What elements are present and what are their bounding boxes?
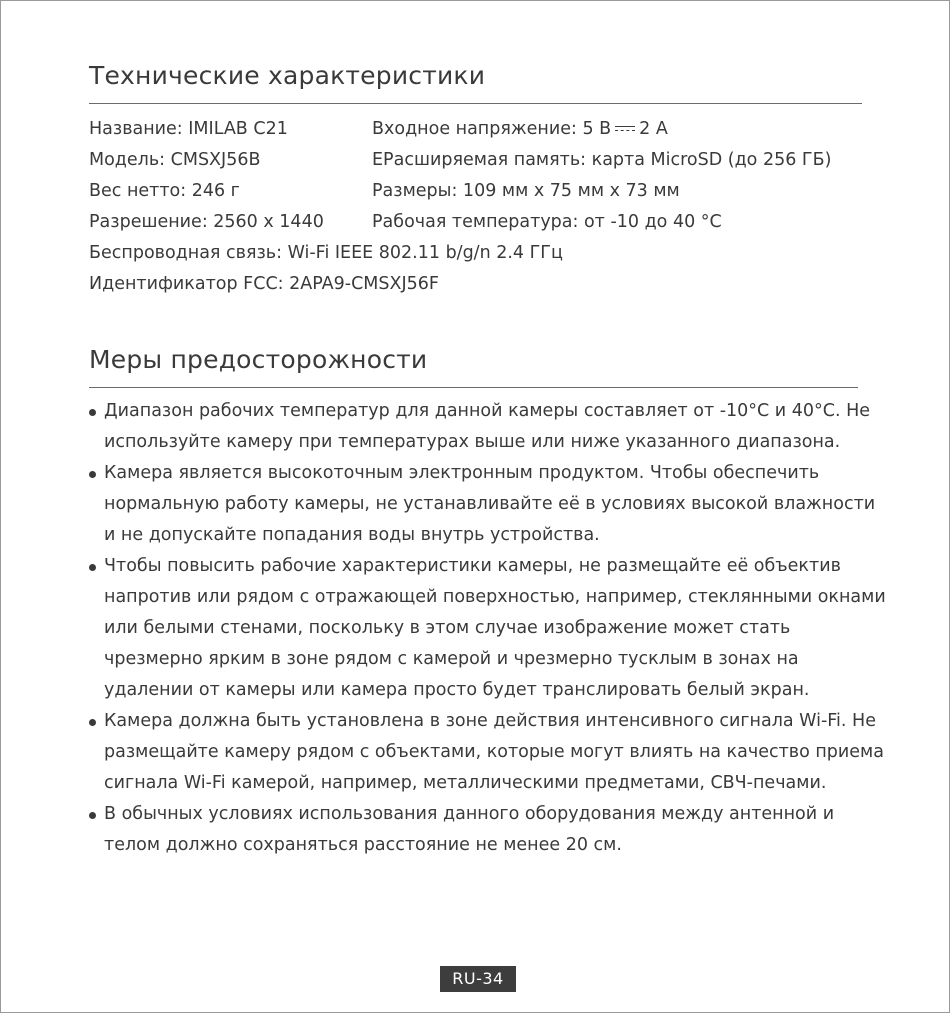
spec-row [89,114,831,145]
spec-storage: ЕРасширяемая память: карта MicroSD (до 256 ГБ) [372,150,832,170]
spec-temperature: Рабочая температура: от -10 до 40 °C [372,212,722,232]
spec-row [89,145,831,176]
list-item-text: Камера является высокоточным электронным продуктом. Чтобы обеспечить нормальную работу камеры, не устанавливайте её в условиях высокой влажности и не допускайте попадания воды внутрь устройства. [104,463,876,545]
spec-current-text: 2 А [639,119,668,139]
precautions-divider [89,387,858,388]
spec-row [89,207,831,238]
bullet-icon [89,812,96,819]
spec-wireless: Беспроводная связь: Wi-Fi IEEE 802.11 b/g/n 2.4 ГГц [89,243,563,263]
spec-fcc-id: Идентификатор FCC: 2APA9-CMSXJ56F [89,274,439,294]
list-item-text: Чтобы повысить рабочие характеристики камеры, не размещайте её объектив напротив или рядом с отражающей поверхностью, например, стеклянными окнами или белыми стенами, поскольку в этом случае изображение может стать чрезмерно ярким в зоне рядом с камерой и чрезмерно тусклым в зонах на удалении от камеры или камера просто будет транслировать белый экран. [104,556,886,700]
list-item [89,396,889,458]
list-item [89,799,889,861]
specs-title: Технические характеристики [89,61,486,90]
bullet-icon [89,409,96,416]
spec-row [89,176,831,207]
list-item-text: В обычных условиях использования данного оборудования между антенной и телом должно сохраняться расстояние не менее 20 см. [104,804,835,855]
list-item [89,458,889,551]
spec-voltage-text: Входное напряжение: 5 В [372,119,612,139]
list-item-text: Диапазон рабочих температур для данной камеры составляет от -10°C и 40°C. Не используйте камеру при температурах выше или ниже указанного диапазона. [104,401,871,452]
spec-row [89,238,831,269]
page-number-badge: RU-34 [440,966,516,992]
spec-model: Модель: CMSXJ56B [89,150,261,170]
bullet-icon [89,719,96,726]
list-item-text: Камера должна быть установлена в зоне действия интенсивного сигнала Wi-Fi. Не размещайте камеру рядом с объектами, которые могут влиять на качество приема сигнала Wi-Fi камерой, например, металлическими предметами, СВЧ-печами. [104,711,884,793]
bullet-icon [89,564,96,571]
specs-list [89,114,831,300]
bullet-icon [89,471,96,478]
spec-input-voltage [372,114,668,145]
precautions-list [89,396,889,861]
spec-dimensions: Размеры: 109 мм x 75 мм x 73 мм [372,181,680,201]
spec-weight: Вес нетто: 246 г [89,181,240,201]
spec-name: Название: IMILAB C21 [89,119,288,139]
dc-current-icon [615,124,635,134]
spec-row [89,269,831,300]
spec-resolution: Разрешение: 2560 x 1440 [89,212,324,232]
precautions-title: Меры предосторожности [89,345,428,374]
list-item [89,706,889,799]
list-item [89,551,889,706]
specs-divider [89,103,862,104]
